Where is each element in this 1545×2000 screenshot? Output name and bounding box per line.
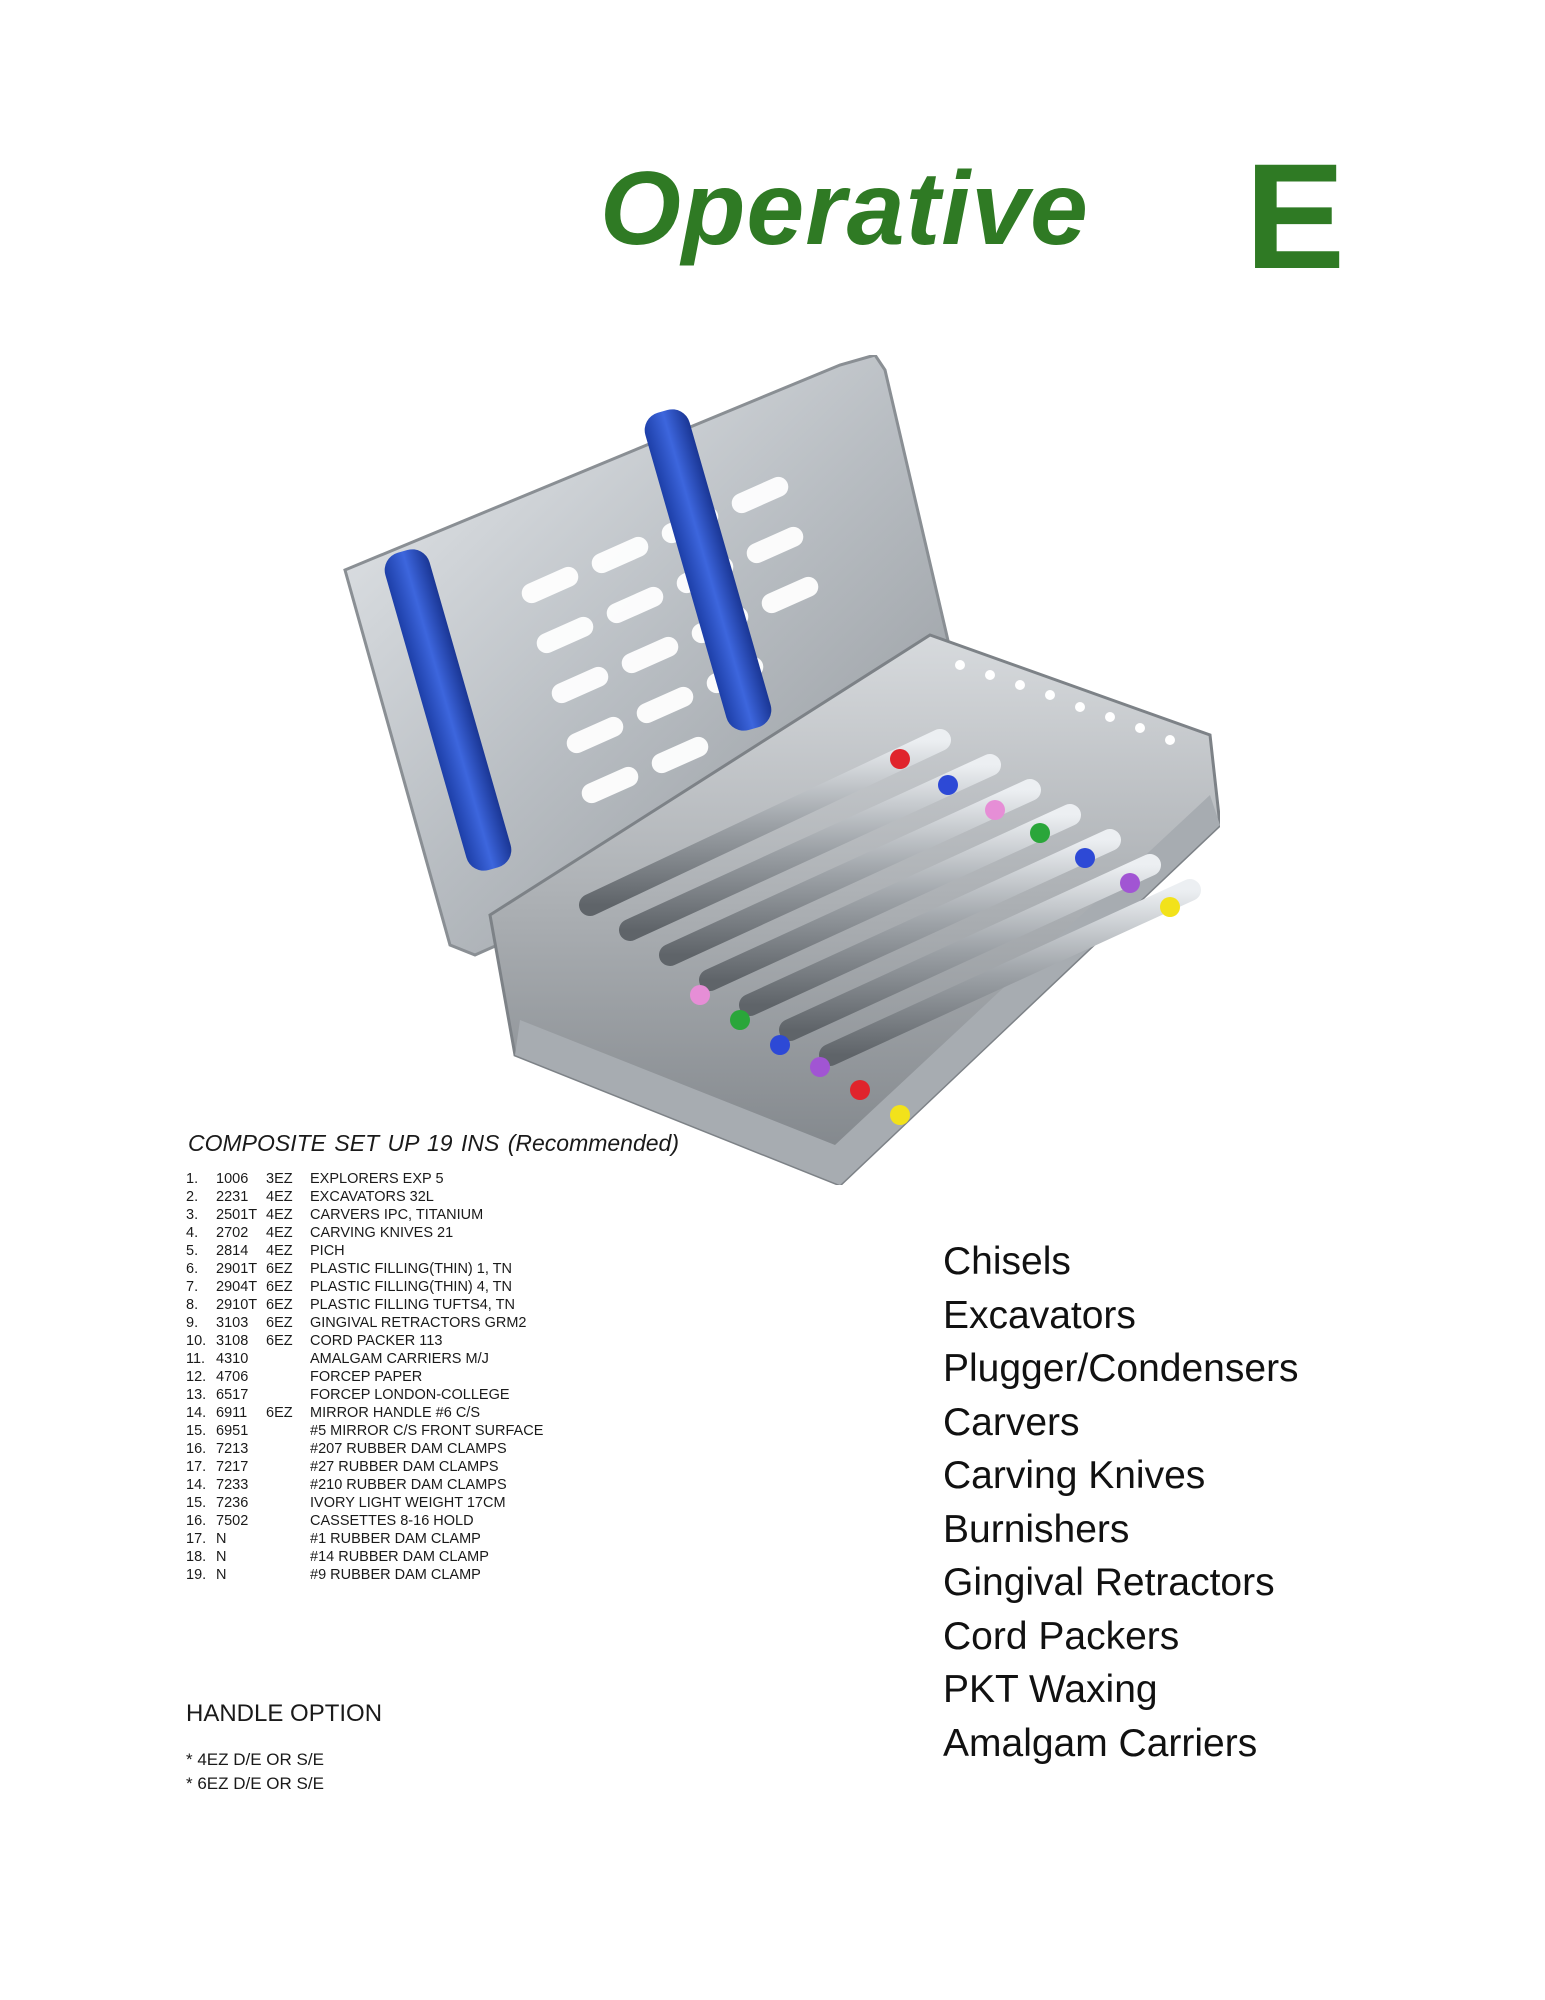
item-code: 7213 (216, 1441, 249, 1457)
item-number: 16. (186, 1441, 207, 1457)
category-item: PKT Waxing (943, 1668, 1158, 1711)
item-description: CASSETTES 8-16 HOLD (310, 1513, 474, 1529)
item-number: 13. (186, 1387, 207, 1403)
item-number: 17. (186, 1459, 207, 1475)
item-description: #210 RUBBER DAM CLAMPS (310, 1477, 507, 1493)
item-code: N (216, 1531, 227, 1547)
item-description: PLASTIC FILLING(THIN) 1, TN (310, 1261, 512, 1277)
item-number: 15. (186, 1423, 207, 1439)
item-number: 3. (186, 1207, 199, 1223)
handle-option-list (186, 1748, 324, 1796)
item-description: PICH (310, 1243, 345, 1259)
item-description: #27 RUBBER DAM CLAMPS (310, 1459, 499, 1475)
item-handle-type: 4EZ (266, 1225, 293, 1241)
item-number: 17. (186, 1531, 207, 1547)
item-number: 16. (186, 1513, 207, 1529)
composite-setup-title: COMPOSITE SET UP 19 INS (Recommended) (188, 1130, 680, 1156)
item-number: 11. (186, 1351, 206, 1367)
item-code: 3108 (216, 1333, 249, 1349)
item-description: #207 RUBBER DAM CLAMPS (310, 1441, 507, 1457)
item-code: 2814 (216, 1243, 249, 1259)
item-description: #14 RUBBER DAM CLAMP (310, 1549, 489, 1565)
item-code: 1006 (216, 1171, 249, 1187)
item-description: FORCEP LONDON-COLLEGE (310, 1387, 510, 1403)
page-title (600, 132, 1346, 300)
item-number: 14. (186, 1477, 207, 1493)
item-code: 6911 (216, 1405, 248, 1421)
title-word: Operative (600, 151, 1089, 267)
item-number: 7. (186, 1279, 199, 1295)
item-number: 2. (186, 1189, 199, 1205)
item-description: CORD PACKER 113 (310, 1333, 443, 1349)
category-item: Chisels (943, 1240, 1071, 1283)
item-code: 7233 (216, 1477, 249, 1493)
item-code: 6951 (216, 1423, 249, 1439)
item-description: IVORY LIGHT WEIGHT 17CM (310, 1495, 506, 1511)
item-description: #5 MIRROR C/S FRONT SURFACE (310, 1423, 544, 1439)
item-handle-type: 6EZ (266, 1315, 293, 1331)
item-description: CARVING KNIVES 21 (310, 1225, 454, 1241)
item-code: N (216, 1567, 227, 1583)
item-handle-type: 3EZ (266, 1171, 293, 1187)
item-code: 7217 (216, 1459, 249, 1475)
item-number: 10. (186, 1333, 207, 1349)
item-code: 6517 (216, 1387, 249, 1403)
item-code: 2231 (216, 1189, 249, 1205)
item-code: 7236 (216, 1495, 249, 1511)
category-item: Burnishers (943, 1507, 1130, 1551)
item-description: PLASTIC FILLING(THIN) 4, TN (310, 1279, 512, 1295)
item-number: 8. (186, 1297, 199, 1313)
item-number: 14. (186, 1405, 207, 1421)
item-description: MIRROR HANDLE #6 C/S (310, 1405, 481, 1421)
item-handle-type: 4EZ (266, 1189, 293, 1205)
category-item: Carving Knives (943, 1454, 1206, 1497)
item-code: 2501T (216, 1207, 258, 1223)
item-handle-type: 4EZ (266, 1207, 293, 1223)
item-description: CARVERS IPC, TITANIUM (310, 1207, 484, 1223)
instrument-cassette-photo (340, 355, 1220, 1185)
item-handle-type: 6EZ (266, 1297, 293, 1313)
item-code: 3103 (216, 1315, 249, 1331)
item-description: EXCAVATORS 32L (310, 1189, 434, 1205)
item-code: 2901T (216, 1261, 258, 1277)
item-number: 6. (186, 1261, 199, 1277)
item-number: 15. (186, 1495, 207, 1511)
category-item: Carvers (943, 1400, 1080, 1444)
category-item: Excavators (943, 1293, 1136, 1337)
item-code: 2904T (216, 1279, 258, 1295)
item-number: 9. (186, 1315, 199, 1331)
item-description: FORCEP PAPER (310, 1369, 423, 1385)
item-code: 7502 (216, 1513, 249, 1529)
item-number: 18. (186, 1549, 207, 1565)
category-item: Gingival Retractors (943, 1561, 1275, 1604)
item-description: PLASTIC FILLING TUFTS4, TN (310, 1297, 515, 1313)
item-handle-type: 6EZ (266, 1333, 293, 1349)
item-handle-type: 6EZ (266, 1405, 293, 1421)
instrument-category-list (943, 1235, 1299, 1770)
item-description: #1 RUBBER DAM CLAMP (310, 1531, 481, 1547)
item-number: 19. (186, 1567, 207, 1583)
handle-option-item: * 4EZ D/E OR S/E (186, 1750, 324, 1769)
item-code: 2702 (216, 1225, 249, 1241)
item-handle-type: 6EZ (266, 1279, 293, 1295)
item-handle-type: 6EZ (266, 1261, 293, 1277)
category-item: Plugger/Condensers (943, 1347, 1299, 1390)
item-code: 2910T (216, 1297, 258, 1313)
item-description: AMALGAM CARRIERS M/J (310, 1351, 489, 1367)
item-code: 4310 (216, 1351, 249, 1367)
item-handle-type: 4EZ (266, 1243, 293, 1259)
item-number: 1. (186, 1171, 199, 1187)
section-letter: E (1245, 132, 1346, 300)
category-item: Cord Packers (943, 1614, 1180, 1658)
item-code: N (216, 1549, 227, 1565)
handle-option-title: HANDLE OPTION (186, 1700, 383, 1727)
item-description: EXPLORERS EXP 5 (310, 1171, 444, 1187)
item-description: #9 RUBBER DAM CLAMP (310, 1567, 481, 1583)
item-code: 4706 (216, 1369, 249, 1385)
handle-option-item: * 6EZ D/E OR S/E (186, 1774, 324, 1793)
category-item: Amalgam Carriers (943, 1721, 1258, 1765)
item-number: 4. (186, 1225, 199, 1241)
item-description: GINGIVAL RETRACTORS GRM2 (310, 1315, 527, 1331)
item-number: 5. (186, 1243, 199, 1259)
item-number: 12. (186, 1369, 207, 1385)
